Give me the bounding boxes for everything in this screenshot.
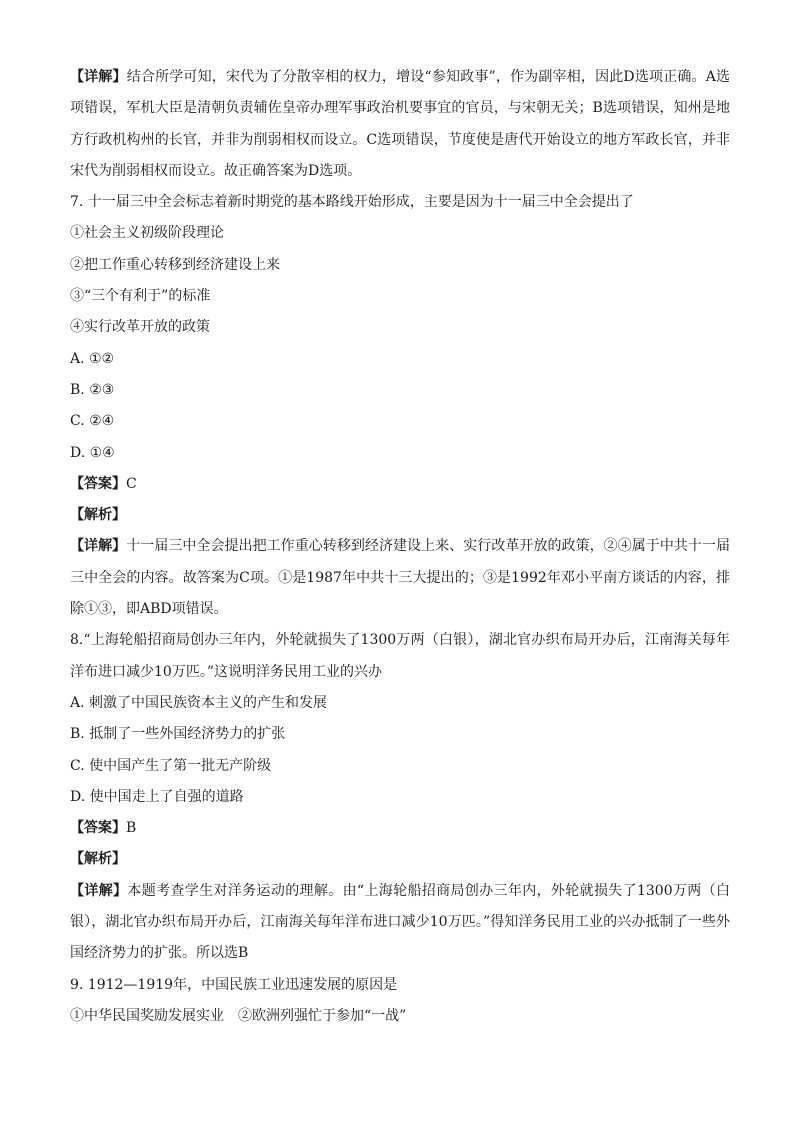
analysis-tag: 【解析】 xyxy=(70,851,126,868)
q8-option-d: D. 使中国走上了自强的道路 xyxy=(70,788,244,805)
q8-option-b: B. 抵制了一些外国经济势力的扩张 xyxy=(70,726,286,743)
detail-text: 结合所学可知，宋代为了分散宰相的权力，增设“参知政事”，作为副宰相，因此D选项正确。A选项错误，军机大臣是清朝负责辅佐皇帝办理军事政治机要事宜的官员，与宋朝无关；B选项错误，知州是地方行政机构州的长官，并非为削弱相权而设立。C选项错误，节度使是唐代开始设立的地方军政长官，并非宋代为削弱相权而设立。故正确答案为D选项。 xyxy=(70,69,730,179)
q9-items: ①中华民国奖励发展实业 ②欧洲列强忙于参加“一战” xyxy=(70,1007,407,1024)
detail-tag: 【详解】 xyxy=(70,69,127,85)
q8-option-a: A. 刺激了中国民族资本主义的产生和发展 xyxy=(70,694,328,711)
q7-option-a: A. ①② xyxy=(70,350,115,367)
q7-stem: 7. 十一届三中全会标志着新时期党的基本路线开始形成，主要是因为十一届三中全会提出了 xyxy=(70,194,634,211)
answer-tag: 【答案】 xyxy=(70,820,126,837)
q7-item-1: ①社会主义初级阶段理论 xyxy=(70,225,224,242)
q8-stem: 8.“上海轮船招商局创办三年内，外轮就损失了1300万两（白银），湖北官办织布局开办后，江南海关每年洋布进口减少10万匹。”这说明洋务民用工业的兴办 xyxy=(70,632,730,680)
q7-analysis xyxy=(70,500,730,531)
q6-detail xyxy=(70,62,730,187)
q8-analysis xyxy=(70,844,730,875)
answer-value: B xyxy=(126,820,137,837)
q7-answer xyxy=(70,469,730,500)
q7-option-c: C. ②④ xyxy=(70,413,115,430)
q7-option-d: D. ①④ xyxy=(70,444,115,461)
answer-value: C xyxy=(126,475,137,492)
detail-text: 本题考查学生对洋务运动的理解。由“上海轮船招商局创办三年内，外轮就损失了1300万两（白银），湖北官办织布局开办后，江南海关每年洋布进口减少10万匹。”得知洋务民用工业的兴办抵制了一些外国经济势力的扩张。所以选B xyxy=(70,882,730,962)
q8-detail xyxy=(70,876,730,970)
analysis-tag: 【解析】 xyxy=(70,507,126,524)
q7-option-b: B. ②③ xyxy=(70,381,115,398)
q7-item-4: ④实行改革开放的政策 xyxy=(70,319,210,336)
q7-item-3: ③“三个有利于”的标准 xyxy=(70,288,211,305)
q8-answer xyxy=(70,813,730,844)
q7-item-2: ②把工作重心转移到经济建设上来 xyxy=(70,256,280,273)
answer-tag: 【答案】 xyxy=(70,475,126,492)
q8-option-c: C. 使中国产生了第一批无产阶级 xyxy=(70,757,272,774)
q7-detail xyxy=(70,531,730,625)
q9-stem: 9. 1912—1919年，中国民族工业迅速发展的原因是 xyxy=(70,976,398,993)
detail-tag: 【详解】 xyxy=(70,538,127,555)
detail-text: 十一届三中全会提出把工作重心转移到经济建设上来、实行改革开放的政策，②④属于中共十一届三中全会的内容。故答案为C项。①是1987年中共十三大提出的；③是1992年邓小平南方谈话的内容，排除①③，即ABD项错误。 xyxy=(70,538,731,618)
detail-tag: 【详解】 xyxy=(70,882,128,899)
document-page xyxy=(70,62,730,1032)
